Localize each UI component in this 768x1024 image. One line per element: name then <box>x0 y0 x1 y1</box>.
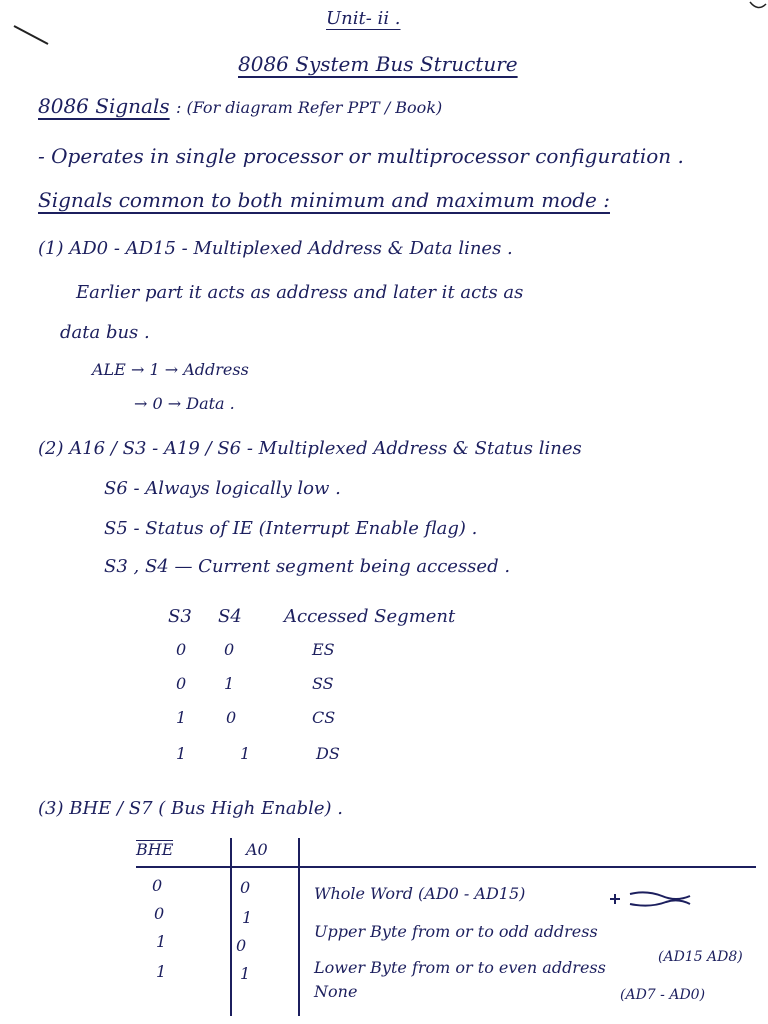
bhe-row2-bhe: 0 <box>154 904 165 923</box>
item2-title: (2) A16 / S3 - A19 / S6 - Multiplexed Address & Status lines <box>38 438 582 459</box>
unit-label: Unit- ii . <box>326 8 401 29</box>
margin-stroke <box>12 22 52 48</box>
bhe-row1-bhe: 0 <box>152 876 163 895</box>
seg-row3-s3: 1 <box>176 708 187 727</box>
seg-header-s4: S4 <box>218 606 242 627</box>
signals-heading <box>38 96 442 116</box>
page-title: 8086 System Bus Structure <box>238 52 518 76</box>
seg-row1-s3: 0 <box>176 640 187 659</box>
bhe-row3-bhe: 1 <box>156 932 167 951</box>
seg-row2-seg: SS <box>312 674 334 693</box>
signals-heading-label: 8086 Signals <box>38 94 170 118</box>
bhe-header-rule <box>136 866 756 868</box>
seg-row4-s3: 1 <box>176 744 187 763</box>
ale-low: → 0 → Data . <box>134 394 235 413</box>
bhe-row2-desc: Upper Byte from or to odd address <box>314 922 598 941</box>
strikeout-scribble <box>606 888 696 910</box>
seg-row2-s4: 1 <box>224 674 235 693</box>
seg-header-segment: Accessed Segment <box>284 606 456 627</box>
bhe-row4-desc: None <box>314 982 358 1001</box>
bhe-row2-a0: 1 <box>242 908 253 927</box>
a0-header: A0 <box>246 840 268 859</box>
ale-high: ALE → 1 → Address <box>92 360 249 379</box>
bhe-row3-desc: Lower Byte from or to even address <box>314 958 606 977</box>
item1-desc-line1: Earlier part it acts as address and later it acts as <box>76 282 524 303</box>
bhe-row1-a0: 0 <box>240 878 251 897</box>
item1-desc-line2: data bus . <box>60 322 150 343</box>
bhe-row4-bhe: 1 <box>156 962 167 981</box>
seg-row3-seg: CS <box>312 708 336 727</box>
bhe-header: BHE <box>136 840 174 859</box>
intro-line: - Operates in single processor or multiprocessor configuration . <box>38 144 684 168</box>
s3-s4-desc: S3 , S4 — Current segment being accessed . <box>104 556 511 577</box>
item3-title: (3) BHE / S7 ( Bus High Enable) . <box>38 798 343 819</box>
s6-desc: S6 - Always logically low . <box>104 478 341 499</box>
s5-desc: S5 - Status of IE (Interrupt Enable flag) . <box>104 518 478 539</box>
seg-row4-s4: 1 <box>240 744 251 763</box>
bhe-col-divider-2 <box>298 838 300 1016</box>
common-heading: Signals common to both minimum and maximum mode : <box>38 188 610 212</box>
item1-title: (1) AD0 - AD15 - Multiplexed Address & Data lines . <box>38 238 513 259</box>
seg-row1-s4: 0 <box>224 640 235 659</box>
seg-row4-seg: DS <box>316 744 340 763</box>
seg-row3-s4: 0 <box>226 708 237 727</box>
bhe-col-divider-1 <box>230 838 232 1016</box>
seg-row2-s3: 0 <box>176 674 187 693</box>
bhe-upper-byte-note: (AD15 AD8) <box>658 949 743 965</box>
bhe-lower-byte-note: (AD7 - AD0) <box>620 987 706 1003</box>
bhe-row1-desc: Whole Word (AD0 - AD15) <box>314 884 526 903</box>
seg-header-s3: S3 <box>168 606 192 627</box>
bhe-row4-a0: 1 <box>240 964 251 983</box>
bhe-row3-a0: 0 <box>236 936 247 955</box>
signals-heading-note: : (For diagram Refer PPT / Book) <box>175 98 443 117</box>
corner-mark <box>748 0 768 14</box>
seg-row1-seg: ES <box>312 640 335 659</box>
